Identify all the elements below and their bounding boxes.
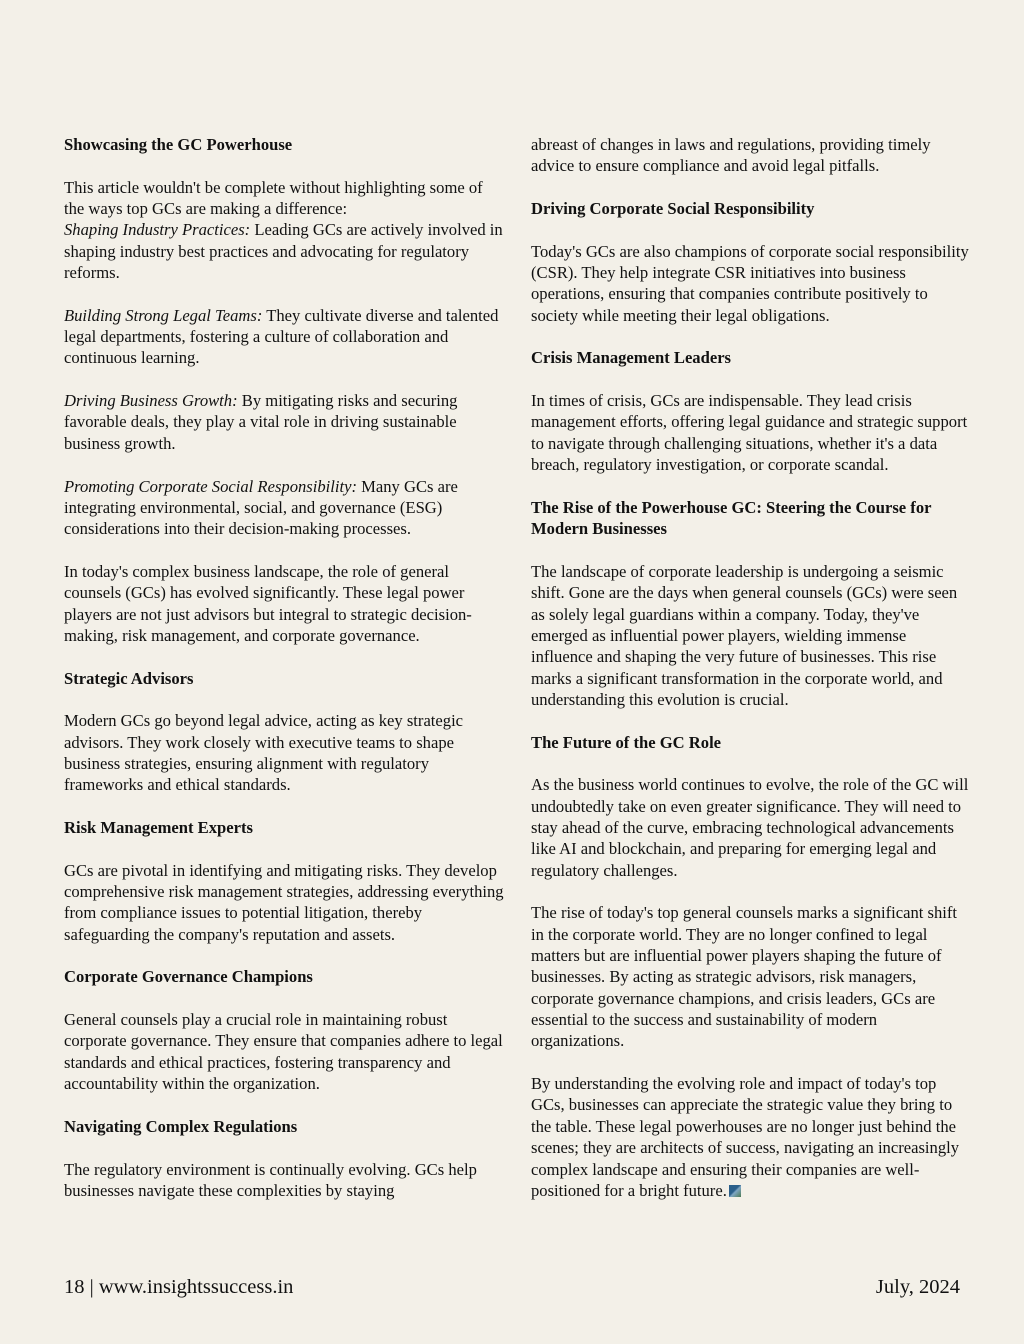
text-driving: By mitigating risks and securing favorable deals, they play a vital role in driving sustainable business growth. — [64, 391, 458, 453]
paragraph-strategic: Modern GCs go beyond legal advice, acting as key strategic advisors. They work closely with executive teams to shape business strategies, ensuring alignment with regulatory frameworks and ethical standards. — [64, 711, 464, 795]
text-building: They cultivate diverse and talented legal departments, fostering a culture of collaboration and continuous learning. — [64, 305, 499, 368]
footer-page-site: 18 | www.insightssuccess.in — [64, 1276, 294, 1298]
footer-date: July, 2024 — [875, 1276, 960, 1298]
paragraph-continued: abreast of changes in laws and regulations, providing timely advice to ensure compliance and avoid legal pitfalls. — [531, 135, 931, 176]
paragraph-governance: General counsels play a crucial role in maintaining robust corporate governance. They ensure that companies adhere to legal standards and ethical practices, fostering transparency and accountability within the organization. — [64, 1010, 503, 1094]
label-building: Building Strong Legal Teams: — [64, 305, 263, 325]
label-shaping: Shaping Industry Practices: — [64, 220, 251, 240]
paragraph-rise: The landscape of corporate leadership is undergoing a seismic shift. Gone are the days when general counsels (GCs) were seen as solely legal guardians within a company. Today, they've emerged as influential power players, wielding immense influence and shaping the very future of businesses. This rise marks a significant transformation in the corporate world, and understanding this evolution is crucial. — [531, 561, 958, 709]
paragraph-future: As the business world continues to evolve, the role of the GC will undoubtedly take on even greater significance. They will need to stay ahead of the curve, embracing technological advancements like AI and blockchain, and preparing for emerging legal and regulatory challenges. — [531, 775, 969, 880]
paragraph-risk: GCs are pivotal in identifying and mitigating risks. They develop comprehensive risk management strategies, addressing everything from compliance issues to potential litigation, thereby safeguarding the company's reputation and assets. — [64, 860, 504, 944]
paragraph-intro: This article wouldn't be complete without highlighting some of the ways top GCs are making a difference: — [64, 177, 483, 219]
left-column — [64, 134, 504, 1223]
page-footer — [64, 1274, 960, 1300]
heading-future: The Future of the GC Role — [531, 732, 722, 752]
right-column — [531, 134, 971, 1223]
text-shaping: Leading GCs are actively involved in shaping industry best practices and advocating for regulatory reforms. — [64, 220, 503, 283]
paragraph-promoting — [64, 476, 504, 540]
paragraph-landscape: In today's complex business landscape, the role of general counsels (GCs) has evolved significantly. These legal power players are not just advisors but integral to strategic decision-making, risk management, and corporate governance. — [64, 561, 472, 645]
paragraph-final — [531, 1073, 971, 1201]
heading-strategic: Strategic Advisors — [64, 668, 194, 688]
heading-risk: Risk Management Experts — [64, 818, 253, 837]
heading-csr: Driving Corporate Social Responsibility — [531, 199, 815, 219]
paragraph-crisis: In times of crisis, GCs are indispensable. They lead crisis management efforts, offering legal guidance and strategic support to navigate through challenging situations, whether it's a data breach, regulatory investigation, or corporate scandal. — [531, 391, 968, 475]
end-of-article-icon — [729, 1185, 741, 1197]
heading-governance: Corporate Governance Champions — [64, 967, 313, 987]
label-promoting: Promoting Corporate Social Responsibility: — [64, 476, 357, 496]
paragraph-csr: Today's GCs are also champions of corporate social responsibility (CSR). They help integrate CSR initiatives into business operations, ensuring that companies contribute positively to society while meeting their legal obligations. — [531, 241, 969, 325]
paragraph-shift: The rise of today's top general counsels marks a significant shift in the corporate world. They are no longer confined to legal matters but are influential power players shaping the future of businesses. By acting as strategic advisors, risk managers, corporate governance champions, and crisis leaders, GCs are essential to the success and sustainability of modern organizations. — [531, 903, 958, 1051]
text-final: By understanding the evolving role and impact of today's top GCs, businesses can appreciate the strategic value they bring to the table. These legal powerhouses are no longer just behind the scenes; they are architects of success, navigating an increasingly complex landscape and ensuring their companies are well-positioned for a bright future. — [531, 1074, 960, 1200]
heading-showcasing: Showcasing the GC Powerhouse — [64, 135, 293, 154]
label-driving: Driving Business Growth: — [64, 391, 238, 411]
heading-crisis: Crisis Management Leaders — [531, 348, 732, 368]
paragraph-building — [64, 305, 504, 369]
heading-rise: The Rise of the Powerhouse GC: Steering the Course for Modern Businesses — [531, 497, 932, 539]
paragraph-shaping — [64, 219, 504, 283]
heading-navigating: Navigating Complex Regulations — [64, 1116, 298, 1136]
text-promoting: Many GCs are integrating environmental, social, and governance (ESG) considerations into their decision-making processes. — [64, 476, 458, 539]
paragraph-driving — [64, 390, 504, 454]
paragraph-navigating: The regulatory environment is continually evolving. GCs help businesses navigate these complexities by staying — [64, 1159, 477, 1200]
